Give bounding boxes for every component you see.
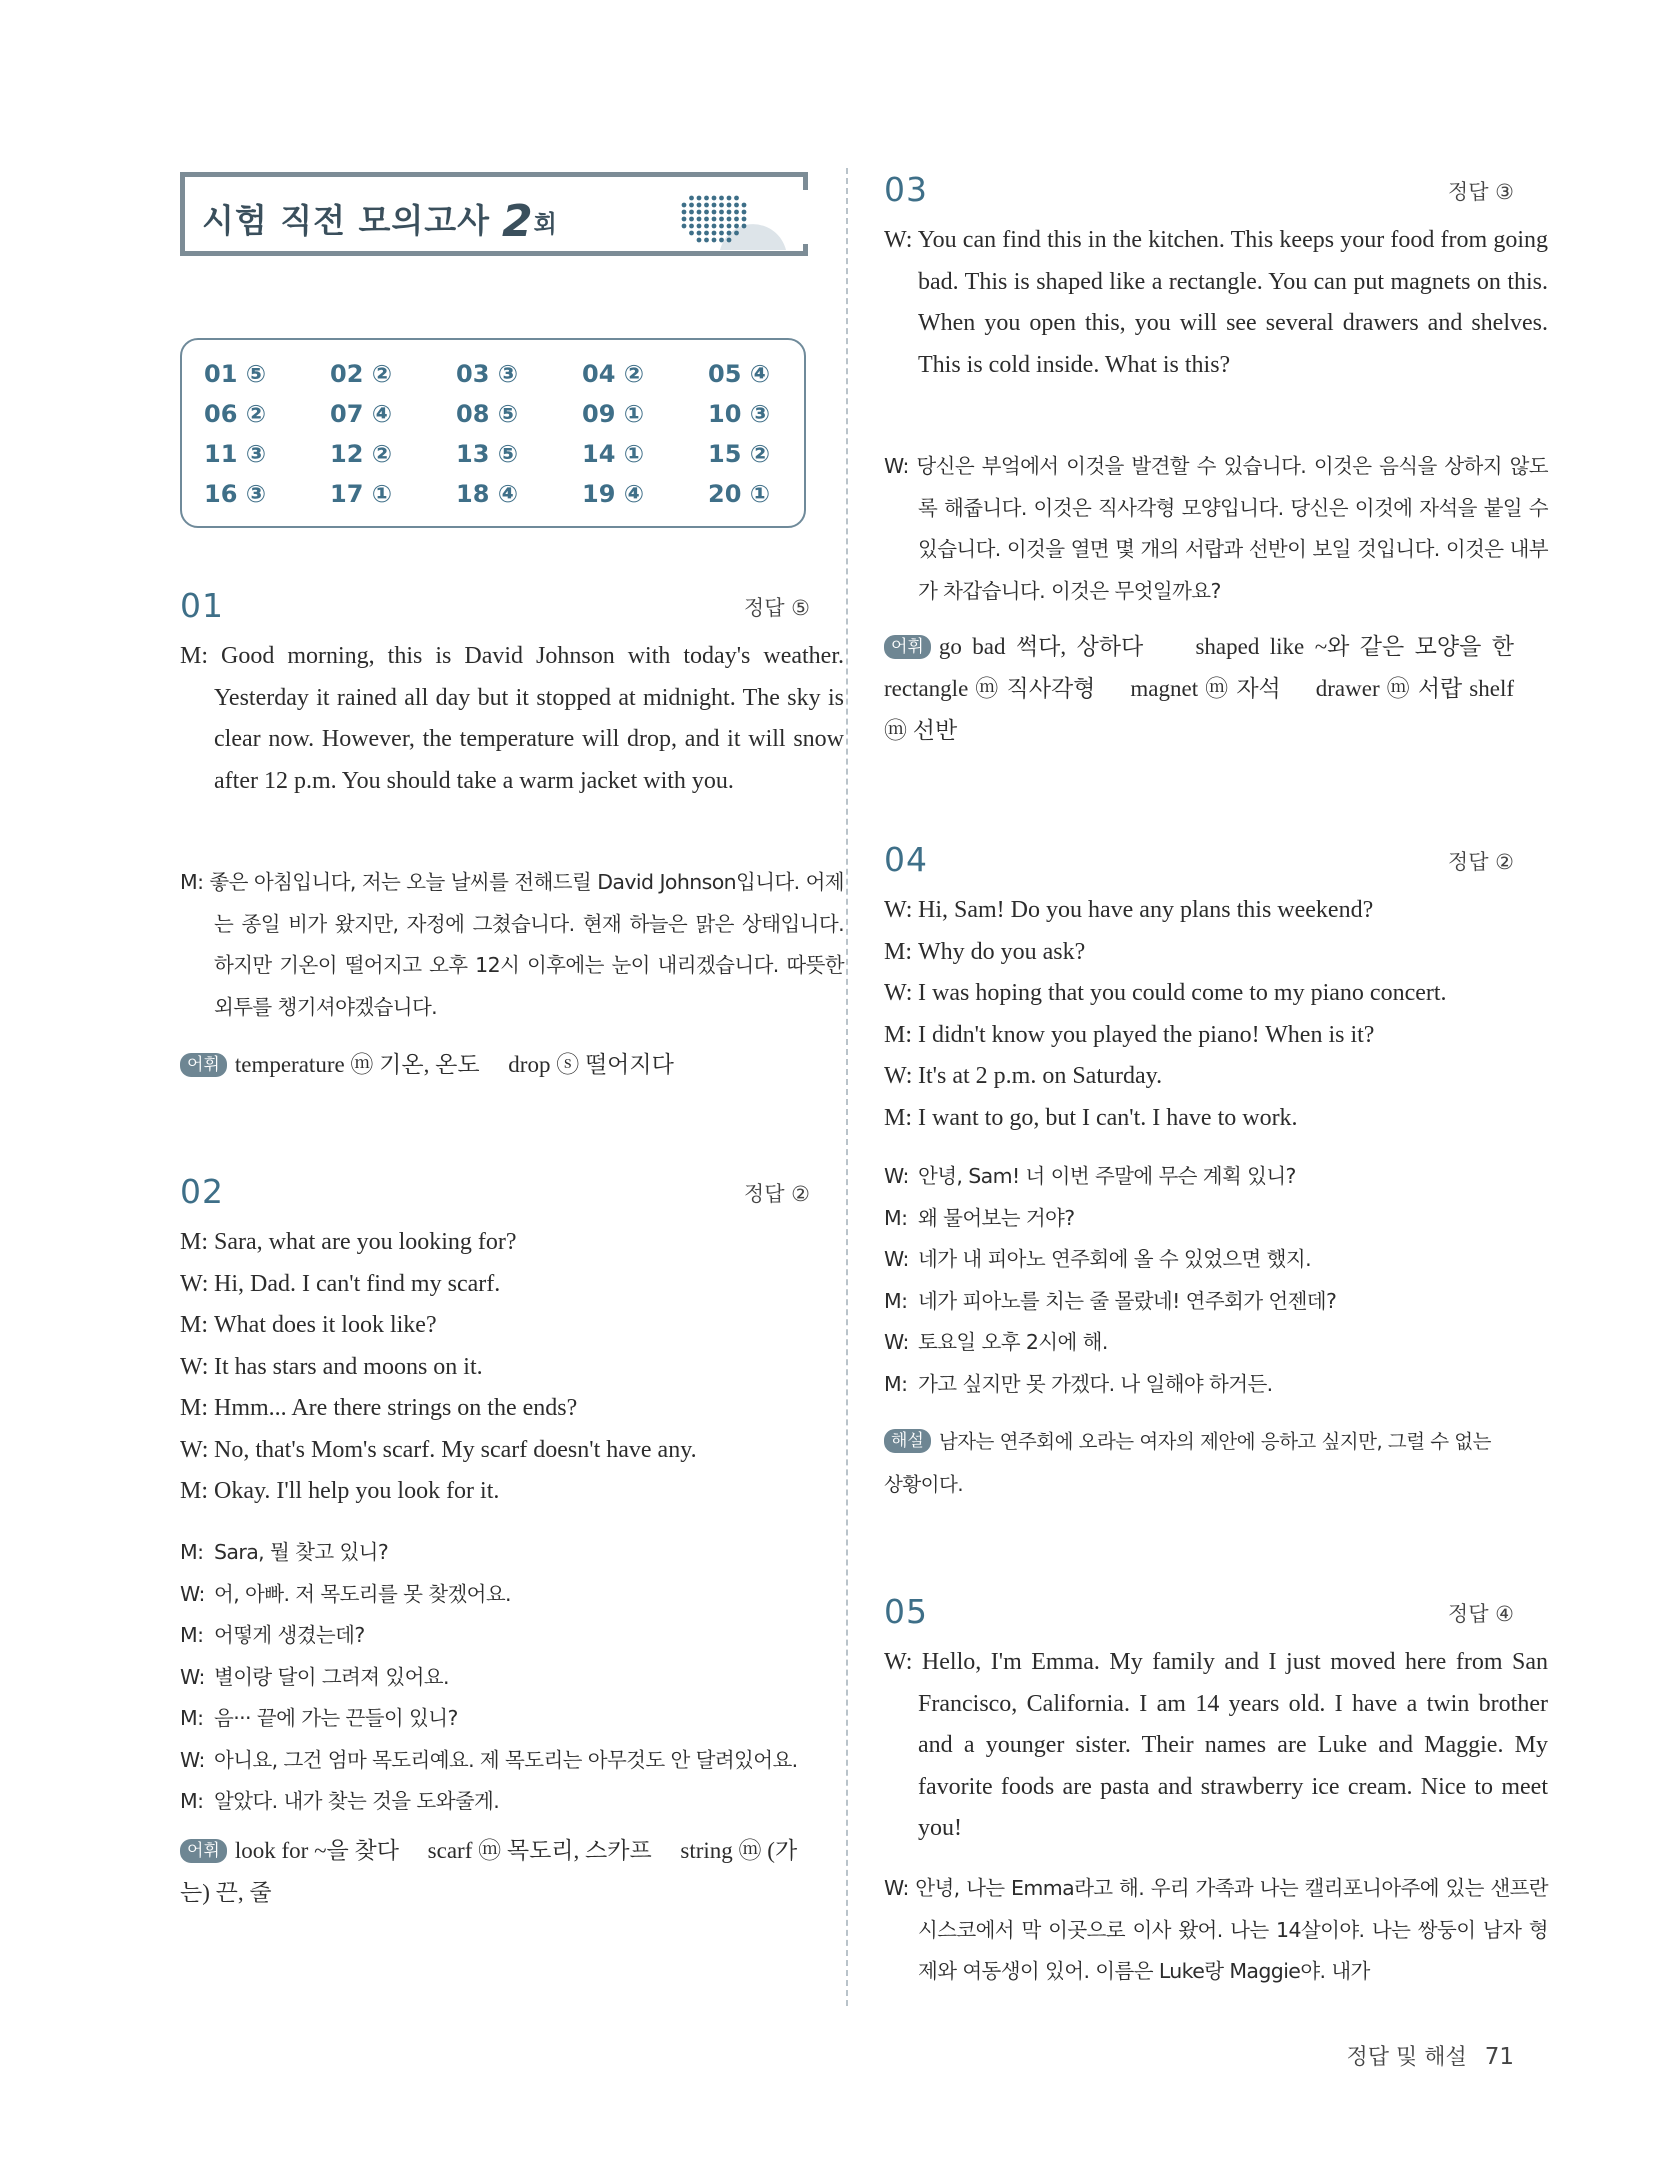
deco-dot bbox=[712, 203, 717, 208]
q03-vocab-text: go bad 썩다, 상하다 shaped like ~와 같은 모양을 한 rectangle ⓜ 직사각형 magnet ⓜ 자석 drawer ⓜ 서랍 shelf ⓜ 선반 bbox=[884, 634, 1520, 743]
q04-korean-dialogue bbox=[884, 1156, 1514, 1405]
deco-dot bbox=[742, 217, 747, 222]
speaker-label: W: bbox=[884, 1247, 909, 1271]
deco-dot bbox=[712, 224, 717, 229]
speaker-label: M: bbox=[884, 1205, 908, 1230]
deco-dot bbox=[689, 203, 694, 208]
deco-dot bbox=[719, 210, 724, 215]
speaker-label: M: bbox=[180, 1312, 209, 1338]
deco-dot bbox=[742, 203, 747, 208]
footer-label: 정답 및 해설 bbox=[1346, 2045, 1467, 2070]
deco-dot bbox=[719, 196, 724, 201]
dialogue-line bbox=[180, 1740, 810, 1782]
deco-dot bbox=[734, 210, 739, 215]
deco-dot bbox=[689, 196, 694, 201]
dialogue-line bbox=[180, 1347, 810, 1389]
answer-cell: 13 ⑤ bbox=[456, 440, 519, 468]
speaker-label: M: bbox=[884, 1288, 908, 1313]
dialogue-text: Hmm... Are there strings on the ends? bbox=[214, 1395, 578, 1421]
speaker-label: M: bbox=[180, 1623, 204, 1647]
deco-dot bbox=[734, 203, 739, 208]
q02-vocab-text: look for ~을 찾다 scarf ⓜ 목도리, 스카프 string ⓜ (가는) 끈, 줄 bbox=[180, 1838, 798, 1905]
answer-cell: 07 ④ bbox=[330, 400, 393, 428]
answer-cell: 19 ④ bbox=[582, 480, 645, 508]
answer-cell: 20 ① bbox=[708, 480, 771, 508]
speaker-label: M: bbox=[180, 1395, 209, 1421]
q04-note bbox=[884, 1420, 1514, 1506]
dialogue-text: Why do you ask? bbox=[918, 938, 1086, 965]
dialogue-text: No, that's Mom's scarf. My scarf doesn't have any. bbox=[214, 1436, 697, 1463]
dialogue-text: 별이랑 달이 그려져 있어요. bbox=[214, 1664, 449, 1689]
title-suffix: 회 bbox=[533, 210, 558, 238]
speaker-label: W: bbox=[180, 1353, 209, 1380]
vocab-tag: 어휘 bbox=[180, 1053, 227, 1077]
dialogue-text: I didn't know you played the piano! When is it? bbox=[918, 1021, 1375, 1048]
deco-dot bbox=[734, 231, 739, 236]
deco-dot bbox=[727, 238, 732, 243]
deco-dot bbox=[719, 238, 724, 243]
answer-cell: 06 ② bbox=[204, 400, 267, 428]
deco-dot bbox=[689, 210, 694, 215]
deco-dot bbox=[734, 224, 739, 229]
dialogue-line bbox=[180, 1698, 810, 1740]
dialogue-text: 가고 싶지만 못 가겠다. 나 일해야 하거든. bbox=[918, 1371, 1273, 1396]
dialogue-line bbox=[884, 1364, 1514, 1406]
dialogue-text: It has stars and moons on it. bbox=[214, 1353, 483, 1380]
vocab-tag: 어휘 bbox=[884, 635, 931, 659]
deco-dot bbox=[697, 217, 702, 222]
dialogue-line bbox=[180, 1781, 810, 1823]
deco-dot bbox=[682, 224, 687, 229]
answer-label-04: 정답 ② bbox=[1447, 850, 1514, 874]
answer-cell: 17 ① bbox=[330, 480, 393, 508]
answer-label-03: 정답 ③ bbox=[1447, 180, 1514, 204]
dialogue-line bbox=[884, 1322, 1514, 1364]
deco-dot bbox=[734, 217, 739, 222]
q05-english-text: W: Hello, I'm Emma. My family and I just moved here from San Francisco, California. I am 14 years old. I have a twin brother and a younger sister. Their names are Luke and Maggie. My favorite foods are pasta and strawberry ice cream. Nice to meet you! bbox=[884, 1649, 1548, 1841]
speaker-label: M: bbox=[884, 1021, 913, 1048]
deco-dot bbox=[742, 224, 747, 229]
dialogue-line bbox=[884, 1281, 1514, 1323]
deco-dot bbox=[719, 217, 724, 222]
speaker-label: M: bbox=[180, 1229, 209, 1255]
q02-english-dialogue bbox=[180, 1222, 810, 1513]
speaker-label: W: bbox=[884, 1330, 909, 1354]
answer-cell: 08 ⑤ bbox=[456, 400, 519, 428]
speaker-label: M: bbox=[884, 1371, 908, 1396]
dialogue-text: Hi, Dad. I can't find my scarf. bbox=[214, 1270, 501, 1297]
title-right-tick bbox=[803, 172, 808, 190]
speaker-label: W: bbox=[180, 1581, 205, 1606]
title-left-bar bbox=[180, 172, 185, 256]
deco-dot bbox=[704, 224, 709, 229]
deco-dot bbox=[727, 196, 732, 201]
deco-dot bbox=[682, 203, 687, 208]
note-tag: 해설 bbox=[884, 1429, 931, 1453]
answer-label-05: 정답 ④ bbox=[1447, 1602, 1514, 1626]
answer-cell: 12 ② bbox=[330, 440, 393, 468]
answer-cell: 09 ① bbox=[582, 400, 645, 428]
answer-cell: 14 ① bbox=[582, 440, 645, 468]
q04-english-dialogue bbox=[884, 890, 1514, 1139]
deco-dot bbox=[742, 210, 747, 215]
dialogue-line bbox=[180, 1574, 810, 1616]
speaker-label: M: bbox=[180, 1540, 204, 1564]
dialogue-text: I was hoping that you could come to my piano concert. bbox=[918, 980, 1447, 1006]
dialogue-text: 토요일 오후 2시에 해. bbox=[918, 1330, 1108, 1354]
answer-label-01: 정답 ⑤ bbox=[743, 596, 810, 620]
speaker-label: W: bbox=[884, 1063, 913, 1089]
dialogue-text: 어떻게 생겼는데? bbox=[214, 1623, 365, 1647]
dialogue-text: 안녕, Sam! 너 이번 주말에 무슨 계획 있니? bbox=[918, 1164, 1296, 1188]
title-right-tick-bottom bbox=[803, 244, 808, 256]
q01-korean-text: M: 좋은 아침입니다, 저는 오늘 날씨를 전해드릴 David Johnson입니다. 어제는 종일 비가 왔지만, 자정에 그쳤습니다. 현재 하늘은 맑은 상태입니다. 하지만 기온이 떨어지고 오후 12시 이후에는 눈이 내리겠습니다. 따뜻한 외투를 챙기셔야겠습니다. bbox=[180, 870, 844, 1019]
q01-vocab bbox=[180, 1044, 810, 1086]
dialogue-line bbox=[884, 890, 1514, 932]
deco-dot bbox=[734, 196, 739, 201]
answer-label-02: 정답 ② bbox=[743, 1182, 810, 1206]
answer-cell: 03 ③ bbox=[456, 360, 519, 388]
deco-dot bbox=[712, 196, 717, 201]
answer-cell: 11 ③ bbox=[204, 440, 267, 468]
test-title-box bbox=[180, 172, 808, 256]
dialogue-line bbox=[180, 1305, 810, 1347]
question-number-01: 01 bbox=[180, 586, 224, 625]
dialogue-line bbox=[180, 1388, 810, 1430]
deco-dot bbox=[719, 231, 724, 236]
q05-korean-text: W: 안녕, 나는 Emma라고 해. 우리 가족과 나는 캘리포니아주에 있는 샌프란시스코에서 막 이곳으로 이사 왔어. 나는 14살이야. 나는 쌍둥이 남자 형제와 여동생이 있어. 이름은 Luke랑 Maggie야. 내가 bbox=[884, 1876, 1548, 1983]
speaker-label: W: bbox=[180, 1664, 205, 1689]
deco-dot bbox=[697, 203, 702, 208]
dialogue-text: I want to go, but I can't. I have to work. bbox=[918, 1104, 1298, 1131]
dialogue-text: It's at 2 p.m. on Saturday. bbox=[918, 1063, 1163, 1089]
deco-dot bbox=[704, 203, 709, 208]
q01-english-text: M: Good morning, this is David Johnson with today's weather. Yesterday it rained all day but it stopped at midnight. The sky is clear now. However, the temperature will drop, and it will snow after 12 p.m. You should take a warm jacket with you. bbox=[180, 643, 844, 794]
answer-cell: 04 ② bbox=[582, 360, 645, 388]
dialogue-text: Okay. I'll help you look for it. bbox=[214, 1478, 500, 1504]
dialogue-text: 알았다. 내가 찾는 것을 도와줄게. bbox=[214, 1789, 500, 1813]
answer-cell: 01 ⑤ bbox=[204, 360, 267, 388]
deco-dot bbox=[719, 224, 724, 229]
question-number-05: 05 bbox=[884, 1592, 928, 1631]
question-number-04: 04 bbox=[884, 840, 928, 879]
dialogue-text: 네가 피아노를 치는 줄 몰랐네! 연주회가 언젠데? bbox=[918, 1288, 1337, 1313]
dialogue-line bbox=[884, 932, 1514, 974]
dialogue-text: 어, 아빠. 저 목도리를 못 찾겠어요. bbox=[214, 1581, 511, 1606]
question-number-03: 03 bbox=[884, 170, 928, 209]
deco-dot bbox=[727, 224, 732, 229]
speaker-label: M: bbox=[180, 1789, 204, 1813]
dialogue-line bbox=[180, 1430, 810, 1472]
page-number: 71 bbox=[1484, 2044, 1514, 2070]
deco-dot bbox=[697, 238, 702, 243]
deco-dot bbox=[727, 217, 732, 222]
dialogue-line bbox=[180, 1657, 810, 1699]
dialogue-line bbox=[180, 1471, 810, 1513]
dialogue-text: 네가 내 피아노 연주회에 올 수 있었으면 했지. bbox=[918, 1247, 1311, 1271]
answer-cell: 10 ③ bbox=[708, 400, 771, 428]
answer-grid bbox=[180, 338, 806, 528]
deco-dot bbox=[697, 231, 702, 236]
dialogue-line bbox=[884, 1056, 1514, 1098]
speaker-label: M: bbox=[884, 938, 913, 965]
deco-dot bbox=[697, 210, 702, 215]
deco-dot bbox=[704, 210, 709, 215]
dialogue-line bbox=[884, 1156, 1514, 1198]
dialogue-text: Sara, what are you looking for? bbox=[214, 1229, 517, 1255]
answer-cell: 16 ③ bbox=[204, 480, 267, 508]
dialogue-line bbox=[180, 1532, 810, 1574]
dialogue-line bbox=[180, 1615, 810, 1657]
q01-vocab-text: temperature ⓜ 기온, 온도 drop ⓢ 떨어지다 bbox=[234, 1052, 674, 1077]
deco-dot bbox=[704, 196, 709, 201]
speaker-label: W: bbox=[180, 1747, 205, 1772]
dialogue-line bbox=[884, 1239, 1514, 1281]
deco-dot bbox=[704, 217, 709, 222]
deco-dot bbox=[697, 196, 702, 201]
answer-cell: 02 ② bbox=[330, 360, 393, 388]
speaker-label: W: bbox=[884, 897, 913, 923]
speaker-label: W: bbox=[180, 1436, 209, 1463]
dialogue-line bbox=[884, 1198, 1514, 1240]
q04-note-text: 남자는 연주회에 오라는 여자의 제안에 응하고 싶지만, 그럴 수 없는 상황이다. bbox=[884, 1430, 1491, 1496]
speaker-label: W: bbox=[884, 980, 913, 1006]
dialogue-text: 아니요, 그건 엄마 목도리예요. 제 목도리는 아무것도 안 달려있어요. bbox=[214, 1747, 798, 1772]
deco-dot bbox=[712, 217, 717, 222]
dialogue-text: Sara, 뭘 찾고 있니? bbox=[214, 1540, 389, 1564]
speaker-label: M: bbox=[180, 1706, 204, 1730]
deco-dot bbox=[712, 210, 717, 215]
title-bottom-bar bbox=[180, 251, 808, 256]
deco-dot bbox=[704, 238, 709, 243]
deco-dot bbox=[689, 217, 694, 222]
q03-vocab bbox=[884, 626, 1520, 752]
deco-dot bbox=[689, 224, 694, 229]
q03-english-text: W: You can find this in the kitchen. This keeps your food from going bad. This is shaped like a rectangle. You can put magnets on this. When you open this, you will see several drawers and shelves. This is cold inside. What is this? bbox=[884, 227, 1548, 378]
deco-dot bbox=[704, 231, 709, 236]
dotted-semicircle-icon bbox=[676, 192, 786, 250]
dialogue-line bbox=[884, 1098, 1514, 1140]
deco-dot bbox=[689, 231, 694, 236]
deco-dot bbox=[712, 238, 717, 243]
answer-cell: 05 ④ bbox=[708, 360, 771, 388]
deco-dot bbox=[682, 217, 687, 222]
speaker-label: M: bbox=[884, 1104, 913, 1131]
deco-dot bbox=[697, 224, 702, 229]
dialogue-text: 음··· 끝에 가는 끈들이 있니? bbox=[214, 1706, 458, 1730]
q02-vocab bbox=[180, 1830, 810, 1914]
page-title bbox=[202, 192, 558, 247]
dialogue-text: Hi, Sam! Do you have any plans this weekend? bbox=[918, 897, 1374, 923]
speaker-label: W: bbox=[884, 1164, 909, 1188]
title-top-bar bbox=[180, 172, 808, 177]
q03-korean-text: W: 당신은 부엌에서 이것을 발견할 수 있습니다. 이것은 음식을 상하지 않도록 해줍니다. 이것은 직사각형 모양입니다. 당신은 이것에 자석을 붙일 수 있습니다. 이것을 열면 몇 개의 서랍과 선반이 보일 것입니다. 이것은 내부가 차갑습니다. 이것은 무엇일까요? bbox=[884, 454, 1548, 603]
column-divider bbox=[846, 168, 848, 2006]
deco-dot bbox=[727, 231, 732, 236]
question-number-02: 02 bbox=[180, 1172, 224, 1211]
answer-cell: 15 ② bbox=[708, 440, 771, 468]
deco-dot bbox=[719, 203, 724, 208]
dialogue-text: What does it look like? bbox=[214, 1312, 437, 1338]
dialogue-text: 왜 물어보는 거야? bbox=[918, 1205, 1075, 1230]
page-footer bbox=[1346, 2040, 1514, 2071]
dialogue-line bbox=[180, 1264, 810, 1306]
dialogue-line bbox=[884, 973, 1514, 1015]
answer-cell: 18 ④ bbox=[456, 480, 519, 508]
deco-dot bbox=[712, 231, 717, 236]
deco-dot bbox=[727, 210, 732, 215]
vocab-tag: 어휘 bbox=[180, 1839, 227, 1863]
speaker-label: M: bbox=[180, 1478, 209, 1504]
dialogue-line bbox=[884, 1015, 1514, 1057]
title-text: 시험 직전 모의고사 bbox=[202, 201, 491, 240]
dialogue-line bbox=[180, 1222, 810, 1264]
title-number: 2 bbox=[502, 196, 534, 247]
speaker-label: W: bbox=[180, 1270, 209, 1297]
deco-dot bbox=[727, 203, 732, 208]
deco-dot bbox=[682, 210, 687, 215]
q02-korean-dialogue bbox=[180, 1532, 810, 1823]
